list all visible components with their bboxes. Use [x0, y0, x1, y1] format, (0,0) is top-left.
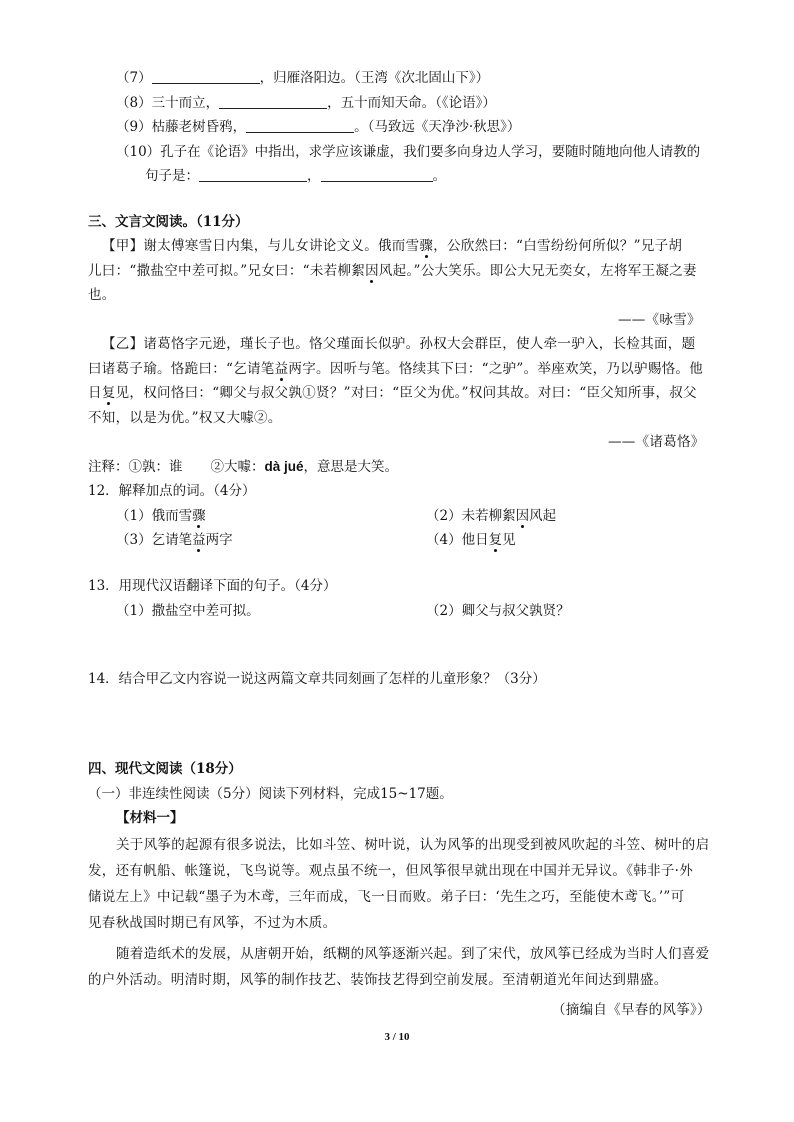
material-1-source: （摘编自《早春的风筝》）	[552, 1002, 711, 1018]
question-number: （7）	[116, 70, 152, 86]
question-13-item-2: （2）卿父与叔父孰贤？	[426, 603, 570, 619]
question-9	[116, 117, 520, 137]
dotted-word: 因	[365, 263, 379, 279]
question-number: （10）	[116, 144, 161, 160]
material-1-line-3: 储说左上》中记载“墨子为木鸢，三年而成，飞一日而败。弟子曰：‘先生之巧，至能使木鸢飞。’”可	[88, 889, 685, 905]
material-1-line-5: 随着造纸术的发展，从唐朝开始，纸糊的风筝逐渐兴起。到了宋代，放风筝已经成为当时人们喜爱	[116, 946, 710, 962]
note-1: ①孰：谁	[128, 459, 183, 475]
question-10	[116, 142, 700, 162]
question-text: ，五十而知天命。（《论语》）	[327, 95, 496, 111]
passage-jia-line-3: 也。	[88, 287, 116, 303]
passage-text: 风起。”公大笑乐。即公大兄无奕女，左将军王凝之妻	[378, 263, 697, 279]
question-12-item-2	[426, 506, 556, 526]
item-text: （4）他日	[426, 532, 489, 548]
question-13-item-1: （1）撒盐空中差可拟。	[116, 603, 260, 619]
item-text: 风起	[529, 508, 557, 524]
item-text: 两字	[205, 532, 233, 548]
note-2-text: ，意思是大笑。	[303, 459, 399, 475]
material-1-label: 【材料一】	[116, 810, 184, 826]
material-1-line-6: 的户外活动。明清时期，风筝的制作技艺、装饰技艺得到空前发展。至清朝道光年间达到鼎盛。	[88, 972, 668, 988]
notes-label: 注释：	[88, 459, 129, 475]
dotted-word: 复	[488, 532, 503, 548]
item-text: （1）俄而雪	[116, 508, 193, 524]
dotted-word: 复	[101, 385, 116, 401]
material-1-line-4: 见春秋战国时期已有风筝，不过为木质。	[88, 915, 337, 931]
passage-yi-line-3	[88, 383, 697, 403]
dotted-word: 因	[515, 508, 530, 524]
question-13-stem: 13．用现代汉语翻译下面的句子。（4分）	[88, 578, 337, 594]
question-text: 孔子在《论语》中指出，求学应该谦虚，我们要多向身边人学习，要随时随地向他人请教的	[160, 144, 701, 160]
dotted-word: 益	[192, 532, 206, 548]
passage-jia-line-1	[102, 236, 682, 256]
passage-text: 见，权问恪曰：“卿父与叔父孰①贤？”对曰：“臣父为优。”权问其故。对曰：“臣父知所事，叔父	[115, 385, 697, 401]
question-text: 。（马致远《天净沙·秋思》）	[354, 119, 521, 135]
answer-blank[interactable]	[321, 167, 433, 182]
passage-yi-line-2	[88, 359, 703, 379]
question-text: 枯藤老树昏鸦，	[151, 119, 247, 135]
item-text: 见	[502, 532, 516, 548]
period: 。	[432, 168, 446, 184]
material-1-line-1: 关于风筝的起源有很多说法，比如斗笠、树叶说，认为风筝的出现受到被风吹起的斗笠、树叶的启	[116, 837, 710, 853]
passage-jia-source: ——《咏雪》	[618, 312, 701, 328]
section-4-heading: 四、现代文阅读（18分）	[88, 761, 242, 777]
answer-blank[interactable]	[152, 69, 260, 84]
answer-blank[interactable]	[199, 167, 307, 182]
passage-yi-line-1: 【乙】诸葛恪字元逊，瑾长子也。恪父瑾面长似驴。孙权大会群臣，使人牵一驴入，长检其面，题	[102, 336, 696, 352]
item-text: （3）乞请笔	[116, 532, 193, 548]
item-text: （2）未若柳絮	[426, 508, 516, 524]
passage-text: ，公欣然曰：“白雪纷纷何所似？”兄子胡	[433, 238, 683, 254]
question-text: 句子是：	[145, 168, 199, 184]
passage-yi-line-4: 不知，以是为优。”权又大噱②。	[88, 410, 282, 426]
annotation-notes	[88, 457, 398, 477]
question-12-item-4	[426, 530, 516, 550]
question-8	[116, 93, 496, 113]
question-text: 三十而立，	[151, 95, 220, 111]
comma: ，	[307, 168, 321, 184]
section-4-subheading: （一）非连续性阅读（5分）阅读下列材料，完成15~17题。	[88, 786, 453, 802]
question-12-item-1	[116, 506, 206, 526]
question-12-stem: 12．解释加点的词。（4分）	[88, 483, 256, 499]
dotted-word: 益	[274, 361, 289, 377]
answer-blank[interactable]	[219, 94, 327, 109]
passage-yi-source: ——《诸葛恪》	[608, 434, 705, 450]
dotted-word: 骤	[192, 508, 206, 524]
page-number: 3 / 10	[384, 1031, 410, 1043]
passage-text: 曰诸葛子瑜。恪跪曰：“乞请笔	[88, 361, 275, 377]
passage-text: 两字。因听与笔。恪续其下曰：“之驴”。举座欢笑，乃以驴赐恪。他	[288, 361, 704, 377]
question-12-item-3	[116, 530, 233, 550]
question-7	[116, 68, 489, 88]
dotted-word: 骤	[419, 238, 434, 254]
question-number: （8）	[116, 95, 152, 111]
passage-text: 儿曰：“撒盐空中差可拟。”兄女曰：“未若柳絮	[88, 263, 366, 279]
section-3-heading: 三、文言文阅读。（11分）	[88, 214, 249, 230]
note-2: ②大噱：	[210, 459, 265, 475]
passage-jia-line-2	[88, 261, 697, 281]
question-number: （9）	[116, 119, 152, 135]
passage-text: 日	[88, 385, 102, 401]
question-14-stem: 14．结合甲乙文内容说一说这两篇文章共同刻画了怎样的儿童形象？（3分）	[88, 671, 546, 687]
question-10-answer-line	[145, 166, 446, 186]
material-1-line-2: 发，还有帆船、帐篷说，飞鸟说等。观点虽不统一，但风筝很早就出现在中国并无异议。《韩非子·外	[88, 863, 694, 879]
note-2-pinyin: dà jué	[264, 459, 304, 474]
question-text: ，归雁洛阳边。（王湾《次北固山下》）	[259, 70, 490, 86]
answer-blank[interactable]	[246, 118, 354, 133]
passage-text: 【甲】谢太傅寒雪日内集，与儿女讲论文义。俄而雪	[102, 238, 420, 254]
